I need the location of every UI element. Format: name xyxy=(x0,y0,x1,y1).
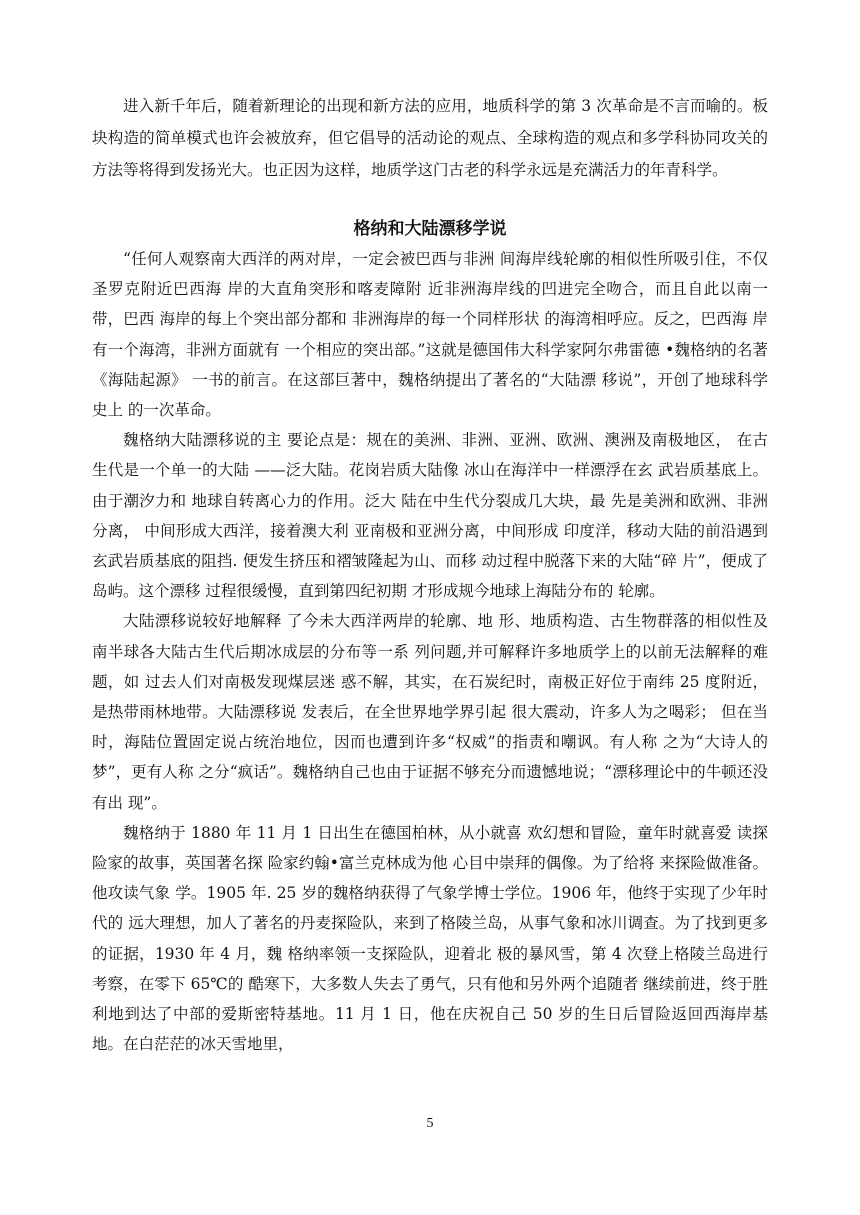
intro-paragraph: 进入新千年后，随着新理论的出现和新方法的应用，地质科学的第 3 次革命是不言而喻的。板块构造的简单模式也许会被放弃，但它倡导的活动论的观点、全球构造的观点和多学科协同攻关的方法等将得到发扬光大。也正因为这样，地质学这门古老的科学永远是充满活力的年青科学。 xyxy=(92,97,768,179)
body-paragraph-2: 魏格纳大陆漂移说的主 要论点是：规在的美洲、非洲、亚洲、欧洲、澳洲及南极地区， 在古生代是一个单一的大陆 ——泛大陆。花岗岩质大陆像 冰山在海洋中一样漂浮在玄 武岩质基底上。由于潮汐力和 地球自转离心力的作用。泛大 陆在中生代分裂成几大块，最 先是美洲和欧洲、非洲分离， 中间形成大西洋，接着澳大利 亚南极和亚洲分离，中间形成 印度洋，移动大陆的前沿遇到 玄武岩质基底的阻挡. 便发生挤压和褶皱隆起为山、而移 动过程中脱落下来的大陆“碎 片”，便成了岛屿。这个漂移 过程很缓慢，直到第四纪初期 才形成规今地球上海陆分布的 轮廓。 xyxy=(92,431,768,601)
body-paragraph-1: “任何人观察南大西洋的两对岸，一定会被巴西与非洲 间海岸线轮廓的相似性所吸引住，不仅圣罗克附近巴西海 岸的大直角突形和喀麦障附 近非洲海岸线的凹进完全吻合，而且自此以南一带，巴西 海岸的每上个突出部分都和 非洲海岸的每一个同样形状 的海湾相呼应。反之，巴西海 岸有一个海湾，非洲方面就有 一个相应的突出部。”这就是德国伟大科学家阿尔弗雷德 •魏格纳的名著《海陆起源》 一书的前言。在这部巨著中，魏格纳提出了著名的“大陆漂 移说”，开创了地球科学史上 的一次革命。 xyxy=(92,250,768,420)
page-number: 5 xyxy=(426,1116,434,1131)
body-paragraph-3: 大陆漂移说较好地解释 了今未大西洋两岸的轮廓、地 形、地质构造、古生物群落的相似性及南半球各大陆古生代后期冰成层的分布等一系 列问题,并可解释许多地质学上的以前无法解释的难题，如 过去人们对南极发现煤层迷 惑不解，其实，在石炭纪时，南极正好位于南纬 25 度附近， 是热带雨林地带。大陆漂移说 发表后，在全世界地学界引起 很大震动，许多人为之喝彩； 但在当时，海陆位置固定说占统治地位，因而也遭到许多“权威”的指责和嘲讽。有人称 之为“大诗人的梦”，更有人称 之分“疯话”。魏格纳自己也由于证据不够充分而遗憾地说；“漂移理论中的牛顿还没有出 现”。 xyxy=(92,612,768,812)
section-title: 格纳和大陆漂移学说 xyxy=(353,219,507,239)
body-paragraph-4: 魏格纳于 1880 年 11 月 1 日出生在德国柏林，从小就喜 欢幻想和冒险，童年时就喜爱 读探险家的故事，英国著名探 险家约翰•富兰克林成为他 心目中崇拜的偶像。为了给将 来探险做准备。他攻读气象 学。1905 年. 25 岁的魏格纳获得了气象学博士学位。1906 年，他终于实现了少年时代的 远大理想，加人了著名的丹麦探险队，来到了格陵兰岛，从事气象和冰川调查。为了找到更多的证据，1930 年 4 月，魏 格纳率领一支探险队，迎着北 极的暴风雪，第 4 次登上格陵兰岛进行考察，在零下 65℃的 酷寒下，大多数人失去了勇气，只有他和另外两个追随者 继续前进，终于胜利地到达了中部的爱斯密特基地。11 月 1 日，他在庆祝自己 50 岁的生日后冒险返回西海岸基地。在白茫茫的冰天雪地里， xyxy=(92,823,768,1054)
document-body xyxy=(92,90,768,1059)
